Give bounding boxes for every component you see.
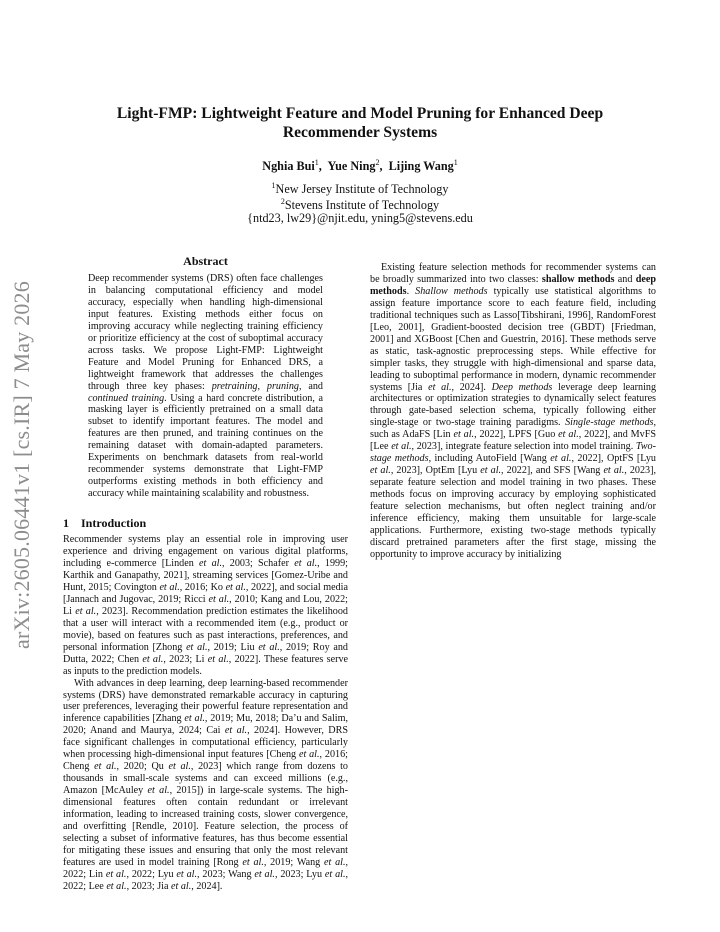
right-column	[370, 254, 656, 561]
abstract-block	[88, 273, 323, 500]
author-name: Yue Ning	[327, 159, 376, 174]
paper-title	[90, 104, 630, 142]
author-affiliation-mark: 1	[314, 158, 319, 167]
section-heading-introduction	[63, 516, 348, 530]
affiliation-name: New Jersey Institute of Technology	[275, 182, 449, 197]
author-list: Nghia Bui$^1$, Yue Ning$^2$, Lijing Wang$^1$	[262, 158, 458, 174]
author-affiliation-mark: 1	[453, 158, 458, 167]
author-emails: {ntd23, lw29}@njit.edu, yning5@stevens.edu	[247, 211, 473, 225]
affiliation-mark: 1	[271, 181, 276, 190]
left-column	[63, 254, 348, 893]
intro-paragraph-1: Recommender systems play an essential role in improving user experience and driving engagement on various digital platforms, including e-commerce [Linden et al., 2003; Schafer et al., 1999; Karthik and Ganapathy, 2021], streaming services [Gomez-Uribe and Hunt, 2015; Covington et al., 2016; Ko et al., 2022], and social media [Jannach and Jugovac, 2019; Ricci et al., 2010; Kang and Lou, 2022; Li et al., 2023]. Recommendation prediction estimates the likelihood that a user will interact with a recommended item (e.g., product or movie), based on features such as past interactions, preferences, and personal information [Zhong et al., 2019; Liu et al., 2019; Roy and Dutta, 2022; Chen et al., 2023; Li et al., 2022]. These features serve as inputs to the prediction models.	[63, 534, 348, 677]
arxiv-stamp-text: arXiv:2605.06441v1 [cs.IR] 7 May 2026	[9, 281, 35, 649]
paper-title-line-2: Recommender Systems	[282, 124, 438, 141]
abstract-text: Deep recommender systems (DRS) often face challenges in balancing computational efficiency and model accuracy, especially when handling high-dimensional input features. Existing methods either focus on improving accuracy while neglecting training efficiency or prioritize efficiency at the cost of suboptimal accuracy across tasks. We propose Light-FMP: Lightweight Feature and Model Pruning for Enhanced DRS, a lightweight framework that addresses the challenges through three key phases: pretraining, pruning, and continued training. Using a hard concrete distribution, a masking layer is efficiently pretrained on a small data subset to identify important features. The model and features are then pruned, and training continues on the remaining dataset with domain-adapted parameters. Experiments on benchmark datasets from real-world recommender systems demonstrate that Light-FMP outperforms existing methods in both efficiency and accuracy while maintaining scalability and robustness.	[88, 273, 323, 500]
arxiv-identifier-stamp	[2, 250, 42, 680]
author-affiliation-mark: 2	[375, 158, 380, 167]
intro-paragraph-3: Existing feature selection methods for recommender systems can be broadly summarized into two classes: shallow methods and deep methods. Shallow methods typically use statistical algorithms to assign feature importance score to each feature field, including traditional techniques such as Lasso[Tibshirani, 1996], RandomForest [Leo, 2001], Gradient-boosted decision tree (GBDT) [Friedman, 2001] and XGBoost [Chen and Guestrin, 2016]. These methods serve as static, task-agnostic preprocessing steps. While effective for simpler tasks, they struggle with high-dimensional and sparse data, leading to suboptimal performance in modern, dynamic recommender systems [Jia et al., 2024]. Deep methods leverage deep learning architectures or optimization strategies to dynamically select features through gate-based selection schema, typically following either single-stage or two-stage training paradigms. Single-stage methods, such as AdaFS [Lin et al., 2022], LPFS [Guo et al., 2022], and MvFS [Lee et al., 2023], integrate feature selection into model training. Two-stage methods, including AutoField [Wang et al., 2022], OptFS [Lyu et al., 2023], OptEm [Lyu et al., 2022], and SFS [Wang et al., 2023], separate feature selection and model training in two phases. These methods focus on improving accuracy by employing sophisticated feature selection mechanisms, but often neglect training and/or inference efficiency, making them unsuitable for large-scale applications. Furthermore, existing two-stage methods typically discard pretrained parameters after the first stage, missing the opportunity to improve accuracy by initializing	[370, 262, 657, 560]
affiliation-mark: 2	[280, 197, 285, 206]
section-number: 1	[63, 516, 69, 531]
affiliation-name: Stevens Institute of Technology	[284, 198, 440, 213]
intro-paragraph-2: With advances in deep learning, deep learning-based recommender systems (DRS) have demonstrated remarkable accuracy in capturing user preferences, leveraging their powerful feature representation and inference capabilities [Zhang et al., 2019; Mu, 2018; Da’u and Salim, 2020; Anand and Maurya, 2024; Cai et al., 2024]. However, DRS face significant challenges in computational efficiency, particularly when processing high-dimensional input features [Cheng et al., 2016; Cheng et al., 2020; Qu et al., 2023] which range from dozens to thousands in small-scale systems and can exceed millions (e.g., Amazon [McAuley et al., 2015]) in large-scale systems. The high-dimensional features often contain redundant or irrelevant information, leading to increased training costs, slower convergence, and overfitting [Rendle, 2010]. Feature selection, the process of selecting a subset of informative features, has thus become essential for mitigating these issues and ensuring that only the most relevant features are used in model training [Rong et al., 2019; Wang et al., 2022; Lin et al., 2022; Lyu et al., 2023; Wang et al., 2023; Lyu et al., 2022; Lee et al., 2023; Jia et al., 2024].	[63, 677, 349, 892]
section-title: Introduction	[81, 516, 147, 531]
abstract-heading: Abstract	[183, 254, 228, 268]
paper-title-line-1: Light-FMP: Lightweight Feature and Model Pruning for Enhanced Deep	[116, 105, 604, 122]
author-name: Lijing Wang	[388, 159, 454, 174]
author-name: Nghia Bui	[262, 159, 315, 174]
